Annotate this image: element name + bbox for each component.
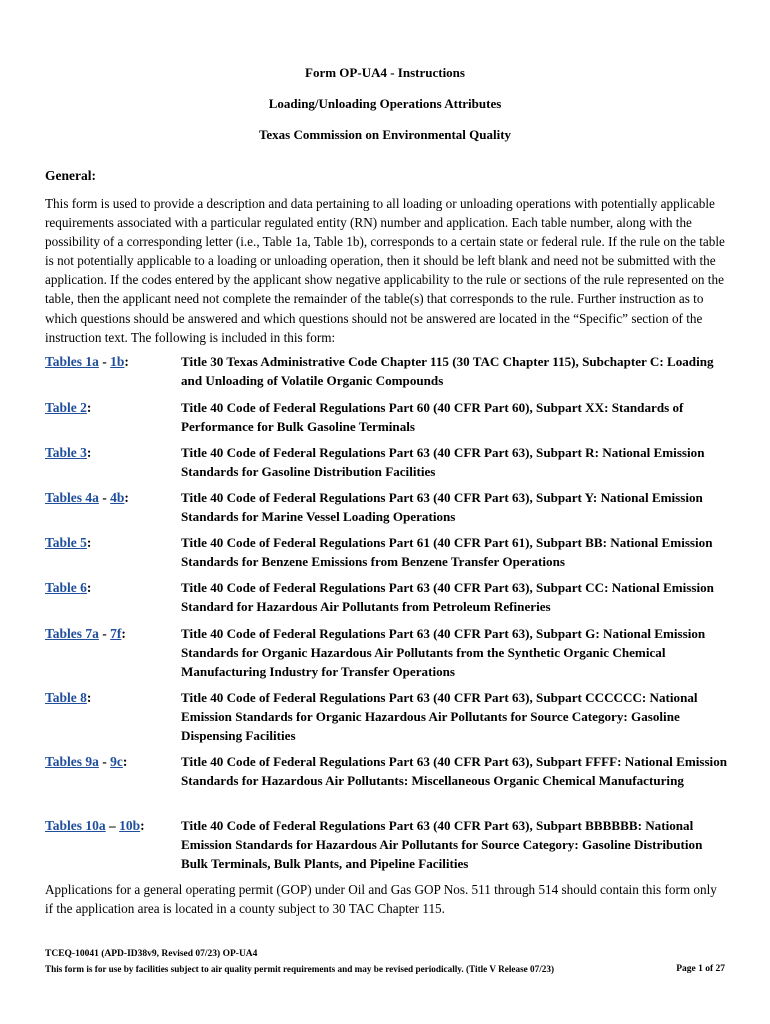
table-description: Title 40 Code of Federal Regulations Part 61 (40 CFR Part 61), Subpart BB: National Emission Standards for Benzene Emissions from Benzene Transfer Operations	[181, 535, 713, 570]
table-label: Tables 1a - 1b:	[45, 354, 129, 369]
table-label: Tables 7a - 7f:	[45, 626, 126, 641]
table-link[interactable]: 4b	[110, 490, 125, 505]
table-description: Title 40 Code of Federal Regulations Part 63 (40 CFR Part 63), Subpart CC: National Emission Standard for Hazardous Air Pollutants from Petroleum Refineries	[181, 580, 714, 615]
footer-notice: This form is for use by facilities subject to air quality permit requirements and may be revised periodically. (Title V Release 07/23)	[45, 964, 555, 974]
table-label: Table 8:	[45, 690, 92, 705]
table-description: Title 40 Code of Federal Regulations Part 63 (40 CFR Part 63), Subpart CCCCCC: National Emission Standards for Organic Hazardous Air Pollutants for Source Category: Gasoline Dispensing Facilities	[181, 690, 698, 744]
table-description: Title 40 Code of Federal Regulations Part 63 (40 CFR Part 63), Subpart R: National Emission Standards for Gasoline Distribution Facilities	[181, 445, 705, 480]
table-link[interactable]: Tables 1a	[45, 354, 99, 369]
table-link[interactable]: 1b	[110, 354, 125, 369]
table-label: Table 5:	[45, 535, 92, 550]
general-heading: General:	[45, 168, 96, 183]
table-label: Tables 9a - 9c:	[45, 754, 128, 769]
table-link[interactable]: Table 8	[45, 690, 87, 705]
table-link[interactable]: Tables 9a	[45, 754, 99, 769]
table-description: Title 40 Code of Federal Regulations Part 63 (40 CFR Part 63), Subpart BBBBBB: National Emission Standards for Hazardous Air Pollutants for Source Category: Gasoline Distribution Bulk Terminals, Bulk Plants, and Pipeline Facilities	[181, 818, 703, 872]
closing-paragraph: Applications for a general operating permit (GOP) under Oil and Gas GOP Nos. 511 through 514 should contain this form only if the application area is located in a county subject to 30 TAC Chapter 115.	[45, 882, 717, 917]
table-label: Table 2:	[45, 400, 92, 415]
table-link[interactable]: Tables 10a	[45, 818, 106, 833]
table-description: Title 40 Code of Federal Regulations Part 60 (40 CFR Part 60), Subpart XX: Standards of Performance for Bulk Gasoline Terminals	[181, 400, 684, 435]
footer-form-id: TCEQ-10041 (APD-ID38v9, Revised 07/23) OP-UA4	[45, 949, 258, 959]
table-description: Title 40 Code of Federal Regulations Part 63 (40 CFR Part 63), Subpart FFFF: National Emission Standards for Hazardous Air Pollutants: Miscellaneous Organic Chemical Manufacturing	[181, 754, 728, 789]
table-label: Tables 10a – 10b:	[45, 818, 145, 833]
general-intro-paragraph: This form is used to provide a description and data pertaining to all loading or unloading operations with potentially applicable requirements associated with a particular regulated entity (RN) number and application. Each table number, along with the possibility of a corresponding letter (i.e., Table 1a, Table 1b), corresponds to a certain state or federal rule. If the rule on the table is not potentially applicable to a loading or unloading operation, then it should be left blank and need not be submitted with the application. If the codes entered by the applicant show negative applicability to the rule or sections of the rule represented on the table, then the applicant need not complete the remainder of the table(s) that corresponds to the rule. Further instruction as to which questions should be answered and which questions should not be answered are located in the “Specific” section of the instruction text. The following is included in this form:	[45, 196, 725, 345]
table-description: Title 40 Code of Federal Regulations Part 63 (40 CFR Part 63), Subpart Y: National Emission Standards for Marine Vessel Loading Operations	[181, 490, 703, 525]
table-link[interactable]: Table 3	[45, 445, 87, 460]
table-link[interactable]: Table 5	[45, 535, 87, 550]
table-description: Title 30 Texas Administrative Code Chapter 115 (30 TAC Chapter 115), Subchapter C: Loading and Unloading of Volatile Organic Compounds	[181, 354, 714, 389]
table-link[interactable]: 7f	[110, 626, 122, 641]
agency-name: Texas Commission on Environmental Quality	[258, 127, 512, 142]
table-link[interactable]: Tables 4a	[45, 490, 99, 505]
form-title: Form OP-UA4 - Instructions	[305, 65, 465, 80]
table-link[interactable]: 9c	[110, 754, 123, 769]
table-label: Table 6:	[45, 580, 92, 595]
table-link[interactable]: Tables 7a	[45, 626, 99, 641]
table-label: Tables 4a - 4b:	[45, 490, 129, 505]
table-link[interactable]: 10b	[119, 818, 141, 833]
form-subtitle: Loading/Unloading Operations Attributes	[268, 96, 502, 111]
table-label: Table 3:	[45, 445, 92, 460]
table-link[interactable]: Table 6	[45, 580, 87, 595]
table-link[interactable]: Table 2	[45, 400, 87, 415]
page-number: Page 1 of 27	[676, 964, 725, 974]
table-description: Title 40 Code of Federal Regulations Part 63 (40 CFR Part 63), Subpart G: National Emission Standards for Organic Hazardous Air Pollutants from the Synthetic Organic Chemical Manufacturing Industry for Transfer Operations	[181, 626, 706, 680]
